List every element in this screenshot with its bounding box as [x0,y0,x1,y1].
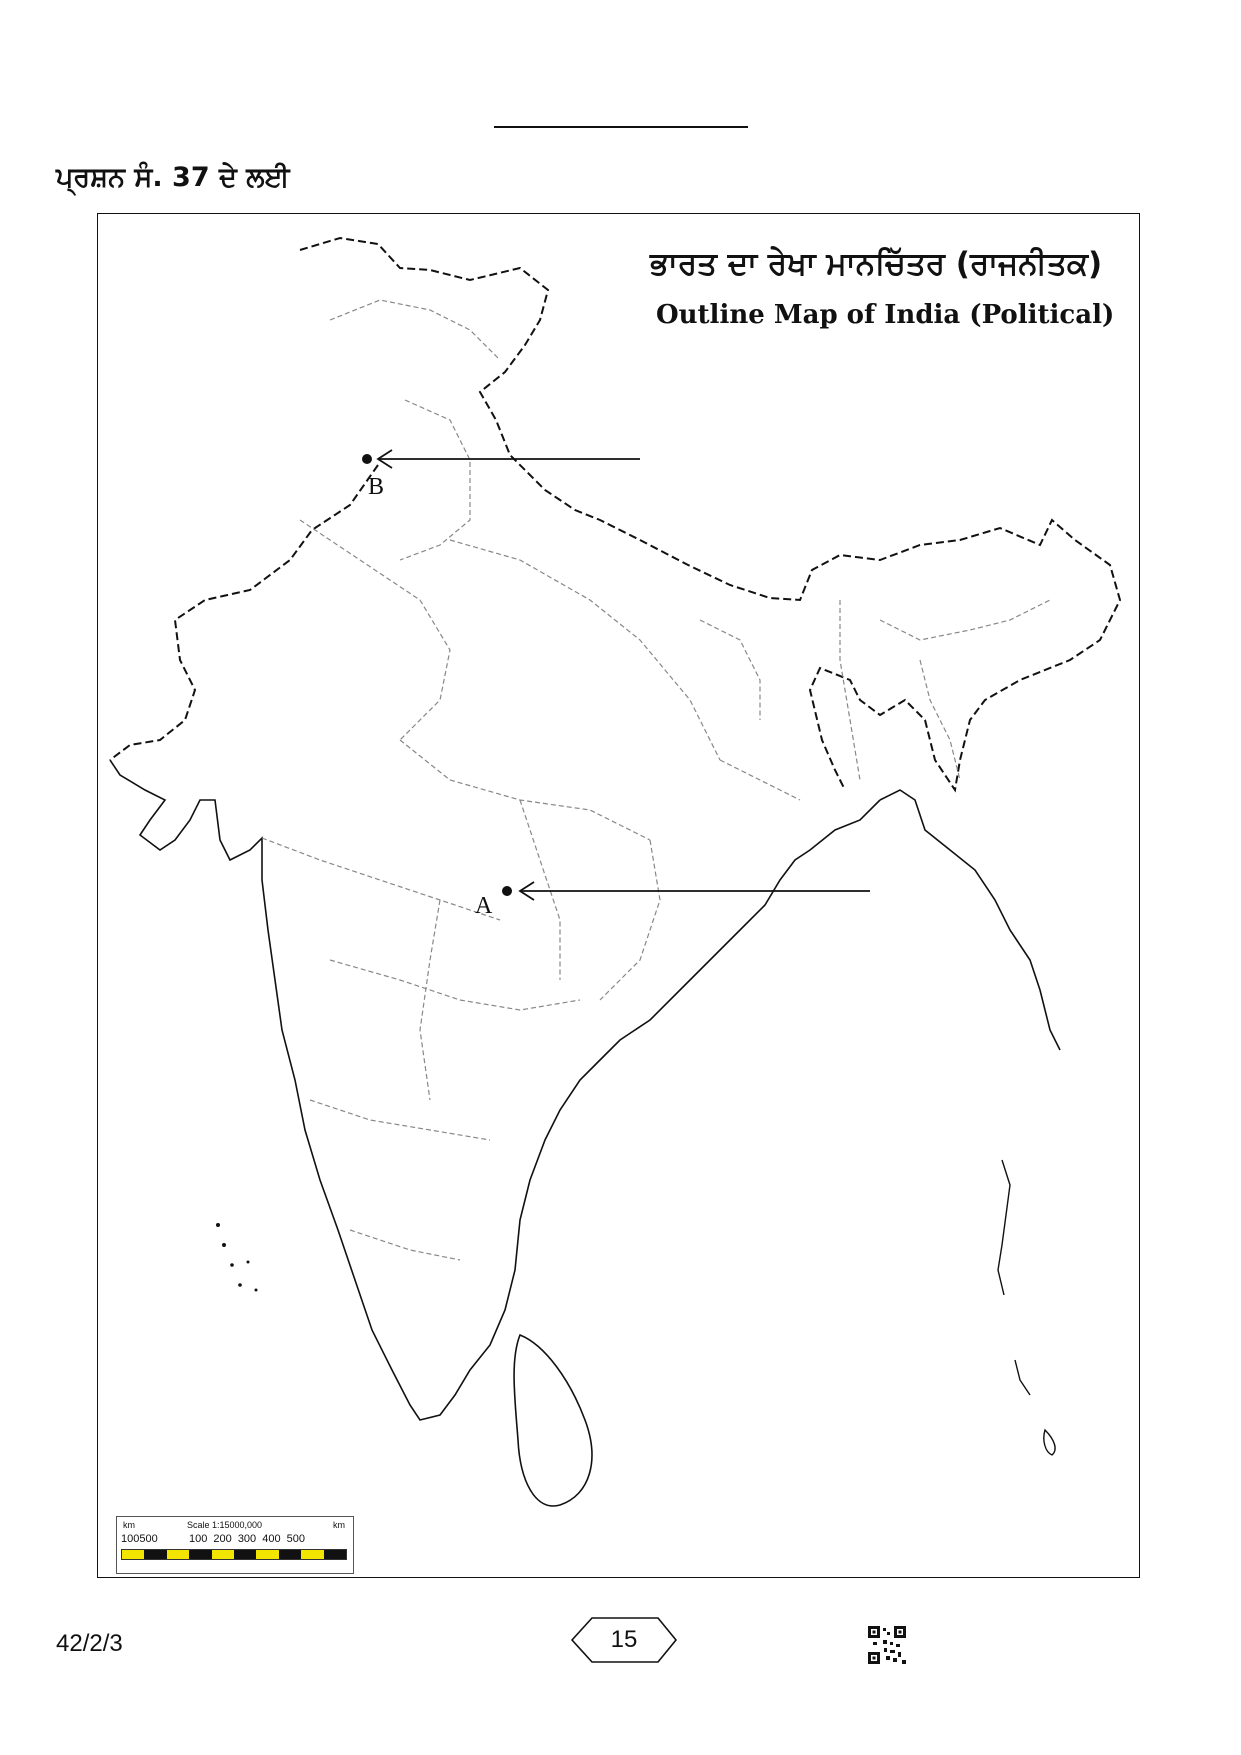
marker-b-label: B [368,474,385,500]
coastline [110,760,880,1420]
marker-a-arrow [520,882,870,900]
paper-code: 42/2/3 [56,1630,123,1657]
western-border [110,465,378,760]
andaman-nicobar-islands [998,1160,1055,1455]
marker-b-arrow [378,450,640,468]
scale-bar [116,1516,354,1574]
page-number: 15 [610,1626,638,1653]
qr-code-icon [868,1626,906,1664]
map-title-punjabi: ਭਾਰਤ ਦਾ ਰੇਖਾ ਮਾਨਚਿੱਤਰ (ਰਾਜਨੀਤਕ) [650,246,1103,282]
scale-label: Scale 1:15000,000 [187,1520,263,1530]
marker-a-dot [502,886,512,896]
state-boundaries [262,300,1050,1260]
marker-b-dot [362,454,372,464]
scale-left-ticks: 100500 [121,1533,158,1545]
map-title-english: Outline Map of India (Political) [656,300,1115,330]
sri-lanka [514,1335,592,1506]
scale-bar-segments [121,1549,347,1560]
lakshadweep-islands [216,1223,258,1292]
scale-unit-left: km [123,1520,135,1530]
marker-a-label: A [475,893,493,919]
east-coast [880,790,1060,1050]
scale-ticks: 100 200 300 400 500 [189,1533,305,1545]
page-number-badge [570,1618,678,1662]
question-reference: ਪ੍ਰਸ਼ਨ ਸੰ. 37 ਦੇ ਲਈ [56,162,290,193]
scale-unit-right: km [333,1520,345,1530]
